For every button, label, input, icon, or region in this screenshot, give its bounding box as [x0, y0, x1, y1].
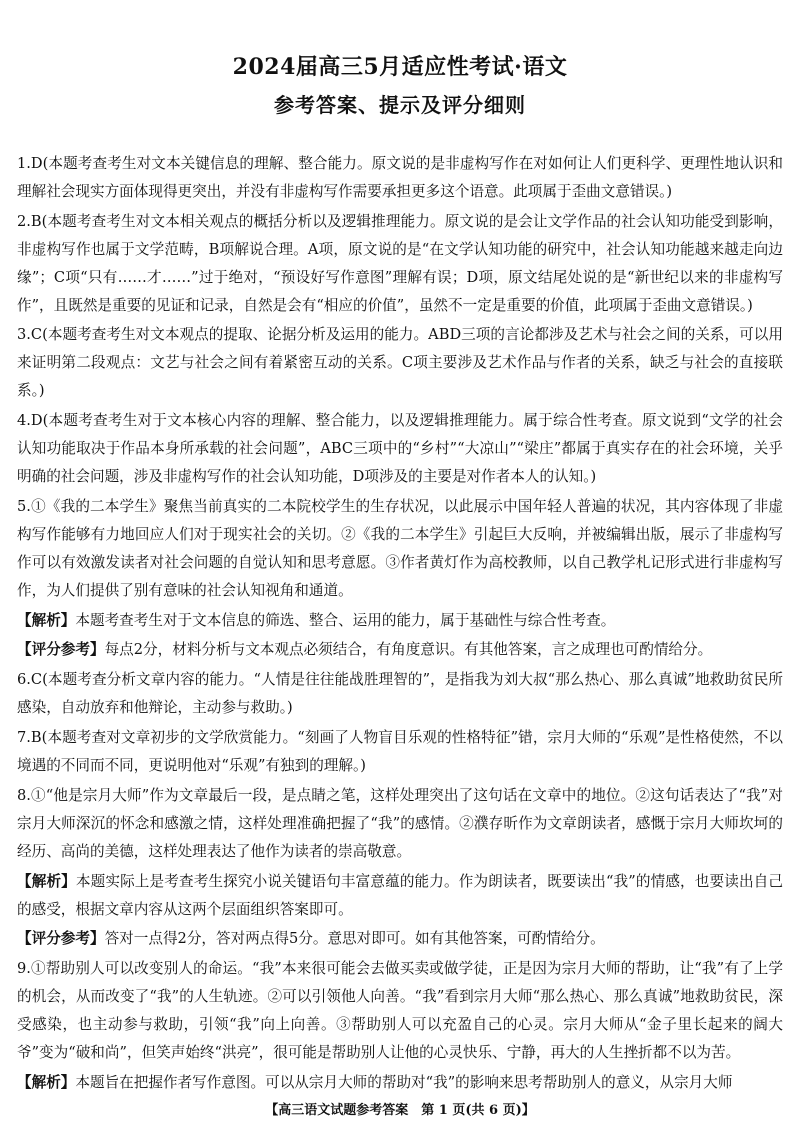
answer-body	[17, 150, 783, 1099]
answer-text: 8.①“他是宗月大师”作为文章最后一段，是点睛之笔，这样处理突出了这句话在文章中的地位。②这句话表达了“我”对宗月大师深沉的怀念和感激之情，这样处理准确把握了“我”的感情。②濮存昕作为文章朗读者，感慨于宗月大师坎坷的经历、高尚的美德，这样处理表达了他作为读者的崇高敬意。	[17, 786, 783, 860]
page-subtitle: 参考答案、提示及评分细则	[274, 93, 526, 117]
answer-text: 6.C(本题考查分析文章内容的能力。“人情是往往能战胜理智的”，是指我为刘大叔“那么热心、那么真诚”地救助贫民所感染，自动放弃和他辩论，主动参与救助。)	[17, 671, 783, 717]
scoring-tag: 【评分参考】	[17, 930, 105, 948]
answer-text: 3.C(本题考查考生对文本观点的提取、论据分析及运用的能力。ABD三项的言论都涉及艺术与社会之间的关系，可以用来证明第二段观点：文艺与社会之间有着紧密互动的关系。C项主要涉及艺术作品与作者的关系，缺乏与社会的直接联系。)	[17, 326, 783, 400]
analysis-text: 本题实际上是考查考生探究小说关键语句丰富意蕴的能力。作为朗读者，既要读出“我”的情感，也要读出自己的感受，根据文章内容从这两个层面组织答案即可。	[17, 872, 783, 918]
analysis-9	[17, 1069, 783, 1097]
analysis-text: 本题旨在把握作者写作意图。可以从宗月大师的帮助对“我”的影响来思考帮助别人的意义，从宗月大师	[75, 1074, 733, 1091]
answer-9	[17, 955, 783, 1067]
answer-text: 1.D(本题考查考生对文本关键信息的理解、整合能力。原文说的是非虚构写作在对如何让人们更科学、更理性地认识和理解社会现实方面体现得更突出，并没有非虚构写作需要承担更多这个语意。此项属于歪曲文意错误。)	[17, 155, 783, 200]
answer-6	[17, 666, 783, 722]
analysis-text: 本题考查考生对于文本信息的筛选、整合、运用的能力，属于基础性与综合性考查。	[75, 611, 616, 629]
answer-5	[17, 493, 783, 605]
answer-2	[17, 208, 783, 320]
answer-text: 5.①《我的二本学生》聚焦当前真实的二本院校学生的生存状况，以此展示中国年轻人普遍的状况，其内容体现了非虚构写作能够有力地回应人们对于现实社会的关切。②《我的二本学生》引起巨大反响，并被编辑出版，展示了非虚构写作可以有效激发读者对社会问题的自觉认知和思考意愿。③作者黄灯作为高校教师，以自己教学札记形式进行非虚构写作，为人们提供了别有意味的社会认知视角和通道。	[17, 497, 783, 599]
answer-text: 4.D(本题考查考生对于文本核心内容的理解、整合能力，以及逻辑推理能力。属于综合性考查。原文说到“文学的社会认知功能取决于作品本身所承载的社会问题”，ABC三项中的“乡村”“大凉山”“梁庄”都属于真实存在的社会环境，关乎明确的社会问题，涉及非虚构写作的社会认知功能，D项涉及的主要是对作者本人的认知。)	[17, 412, 783, 485]
answer-text: 2.B(本题考查考生对文本相关观点的概括分析以及逻辑推理能力。原文说的是会让文学作品的社会认知功能受到影响，非虚构写作也属于文学范畴，B项解说合理。A项，原文说的是“在文学认知功能的研究中，社会认知功能越来越走向边缘”；C项“只有……才……”过于绝对，“预设好写作意图”理解有误；D项，原文结尾处说的是“新世纪以来的非虚构写作”，且既然是重要的见证和记录，自然是会有“相应的价值”，虽然不一定是重要的价值，此项属于歪曲文意错误。)	[17, 212, 783, 314]
analysis-5	[17, 607, 783, 635]
scoring-tag: 【评分参考】	[17, 641, 105, 659]
answer-text: 7.B(本题考查对文章初步的文学欣赏能力。“刻画了人物盲目乐观的性格特征”错，宗月大师的“乐观”是性格使然，不以境遇的不同而不同，更说明他对“乐观”有独到的理解。)	[17, 729, 783, 775]
analysis-8	[17, 868, 783, 924]
answer-8	[17, 782, 783, 866]
analysis-tag: 【解析】	[17, 1074, 76, 1091]
scoring-text: 答对一点得2分，答对两点得5分。意思对即可。如有其他答案，可酌情给分。	[104, 930, 605, 948]
answer-4	[17, 407, 783, 491]
scoring-8	[17, 925, 783, 953]
answer-7	[17, 724, 783, 780]
answer-3	[17, 321, 783, 405]
scoring-text: 每点2分，材料分析与文本观点必须结合，有角度意识。有其他答案，言之成理也可酌情给分。	[104, 641, 713, 659]
scoring-5	[17, 636, 783, 664]
analysis-tag: 【解析】	[17, 872, 76, 890]
answer-1	[17, 150, 783, 206]
analysis-tag: 【解析】	[17, 611, 76, 629]
answer-text: 9.①帮助别人可以改变别人的命运。“我”本来很可能会去做买卖或做学徒，正是因为宗月大师的帮助，让“我”有了上学的机会，从而改变了“我”的人生轨迹。②可以引领他人向善。“我”看到宗月大师“那么热心、那么真诚”地救助贫民，深受感染，也主动参与救助，引领“我”向上向善。③帮助别人可以充盈自己的心灵。宗月大师从“金子里长起来的阔大爷”变为“破和尚”，但笑声始终“洪亮”，很可能是帮助别人让他的心灵快乐、宁静，再大的人生挫折都不以为苦。	[17, 960, 783, 1062]
page-footer: 【高三语文试题参考答案 第 1 页(共 6 页)】	[265, 1103, 535, 1118]
page-title: 2024届高三5月适应性考试·语文	[232, 54, 568, 80]
